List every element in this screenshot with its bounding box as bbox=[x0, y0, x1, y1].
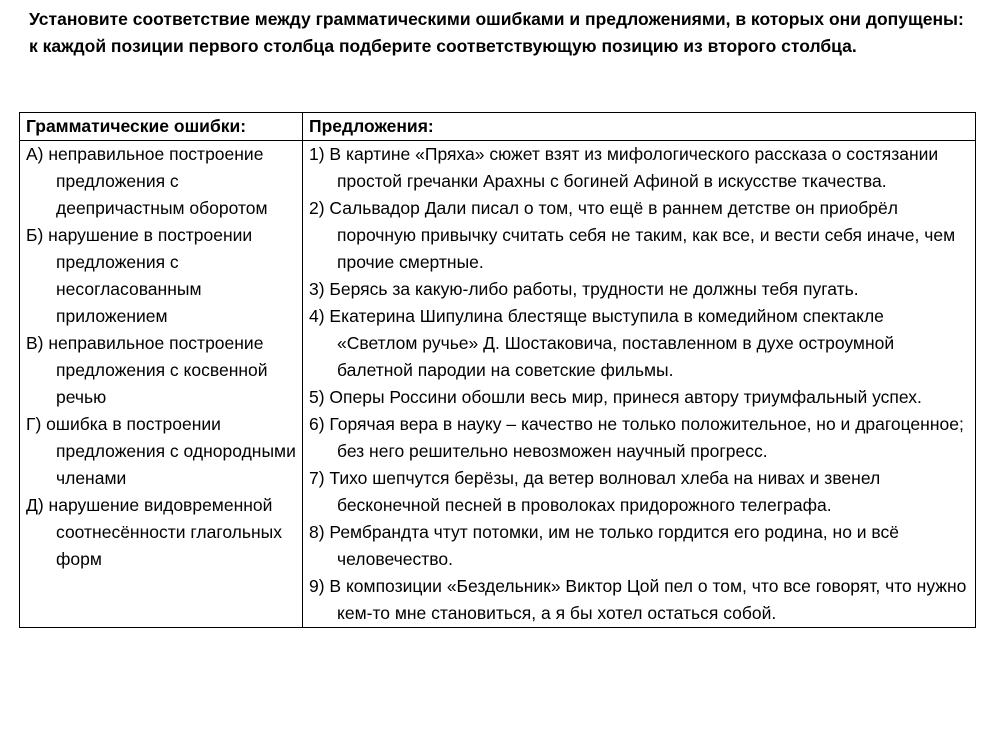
error-item-v: В) неправильное построение предложения с косвенной речью bbox=[26, 333, 268, 407]
sentences-column bbox=[303, 141, 976, 628]
sentence-item-6: 6) Горячая вера в науку – качество не только положительное, но и драгоценное; без него решительно невозможен научный прогресс. bbox=[309, 414, 964, 461]
sentence-item-7: 7) Тихо шепчутся берёзы, да ветер волновал хлеба на нивах и звенел бесконечной песней в проволоках придорожного телеграфа. bbox=[309, 468, 881, 515]
sentence-item-4: 4) Екатерина Шипулина блестяще выступила в комедийном спектакле «Светлом ручье» Д. Шостаковича, поставленном в духе остроумной балетной пародии на советские фильмы. bbox=[309, 306, 895, 380]
sentence-item-1: 1) В картине «Пряха» сюжет взят из мифологического рассказа о состязании простой гречанки Арахны с богиней Афиной в искусстве ткачества. bbox=[309, 144, 939, 191]
sentence-item-2: 2) Сальвадор Дали писал о том, что ещё в раннем детстве он приобрёл порочную привычку считать себя не таким, как все, и вести себя иначе, чем прочие смертные. bbox=[309, 198, 956, 272]
matching-table bbox=[19, 112, 976, 628]
error-item-g: Г) ошибка в построении предложения с однородными членами bbox=[26, 414, 296, 488]
error-item-d: Д) нарушение видовременной соотнесённости глагольных форм bbox=[26, 495, 282, 569]
errors-column bbox=[20, 141, 303, 628]
sentence-item-3: 3) Берясь за какую-либо работы, трудности не должны тебя пугать. bbox=[309, 279, 859, 299]
error-item-a: А) неправильное построение предложения с деепричастным оборотом bbox=[26, 144, 268, 218]
table-body-row bbox=[20, 141, 976, 628]
error-item-b: Б) нарушение в построении предложения с несогласованным приложением bbox=[26, 225, 253, 326]
sentence-item-5: 5) Оперы Россини обошли весь мир, принеся автору триумфальный успех. bbox=[309, 387, 922, 407]
task-instruction: Установите соответствие между грамматическими ошибками и предложениями, в которых они допущены: к каждой позиции первого столбца подберите соответствующую позицию из второго столбца. bbox=[29, 9, 964, 56]
header-sentences: Предложения: bbox=[303, 113, 976, 141]
sentence-item-8: 8) Рембрандта чтут потомки, им не только гордится его родина, но и всё человечество. bbox=[309, 522, 900, 569]
header-errors: Грамматические ошибки: bbox=[20, 113, 303, 141]
sentence-item-9: 9) В композиции «Бездельник» Виктор Цой пел о том, что все говорят, что нужно кем-то мне становиться, а я бы хотел остаться собой. bbox=[309, 576, 967, 623]
table-header-row bbox=[20, 113, 976, 141]
